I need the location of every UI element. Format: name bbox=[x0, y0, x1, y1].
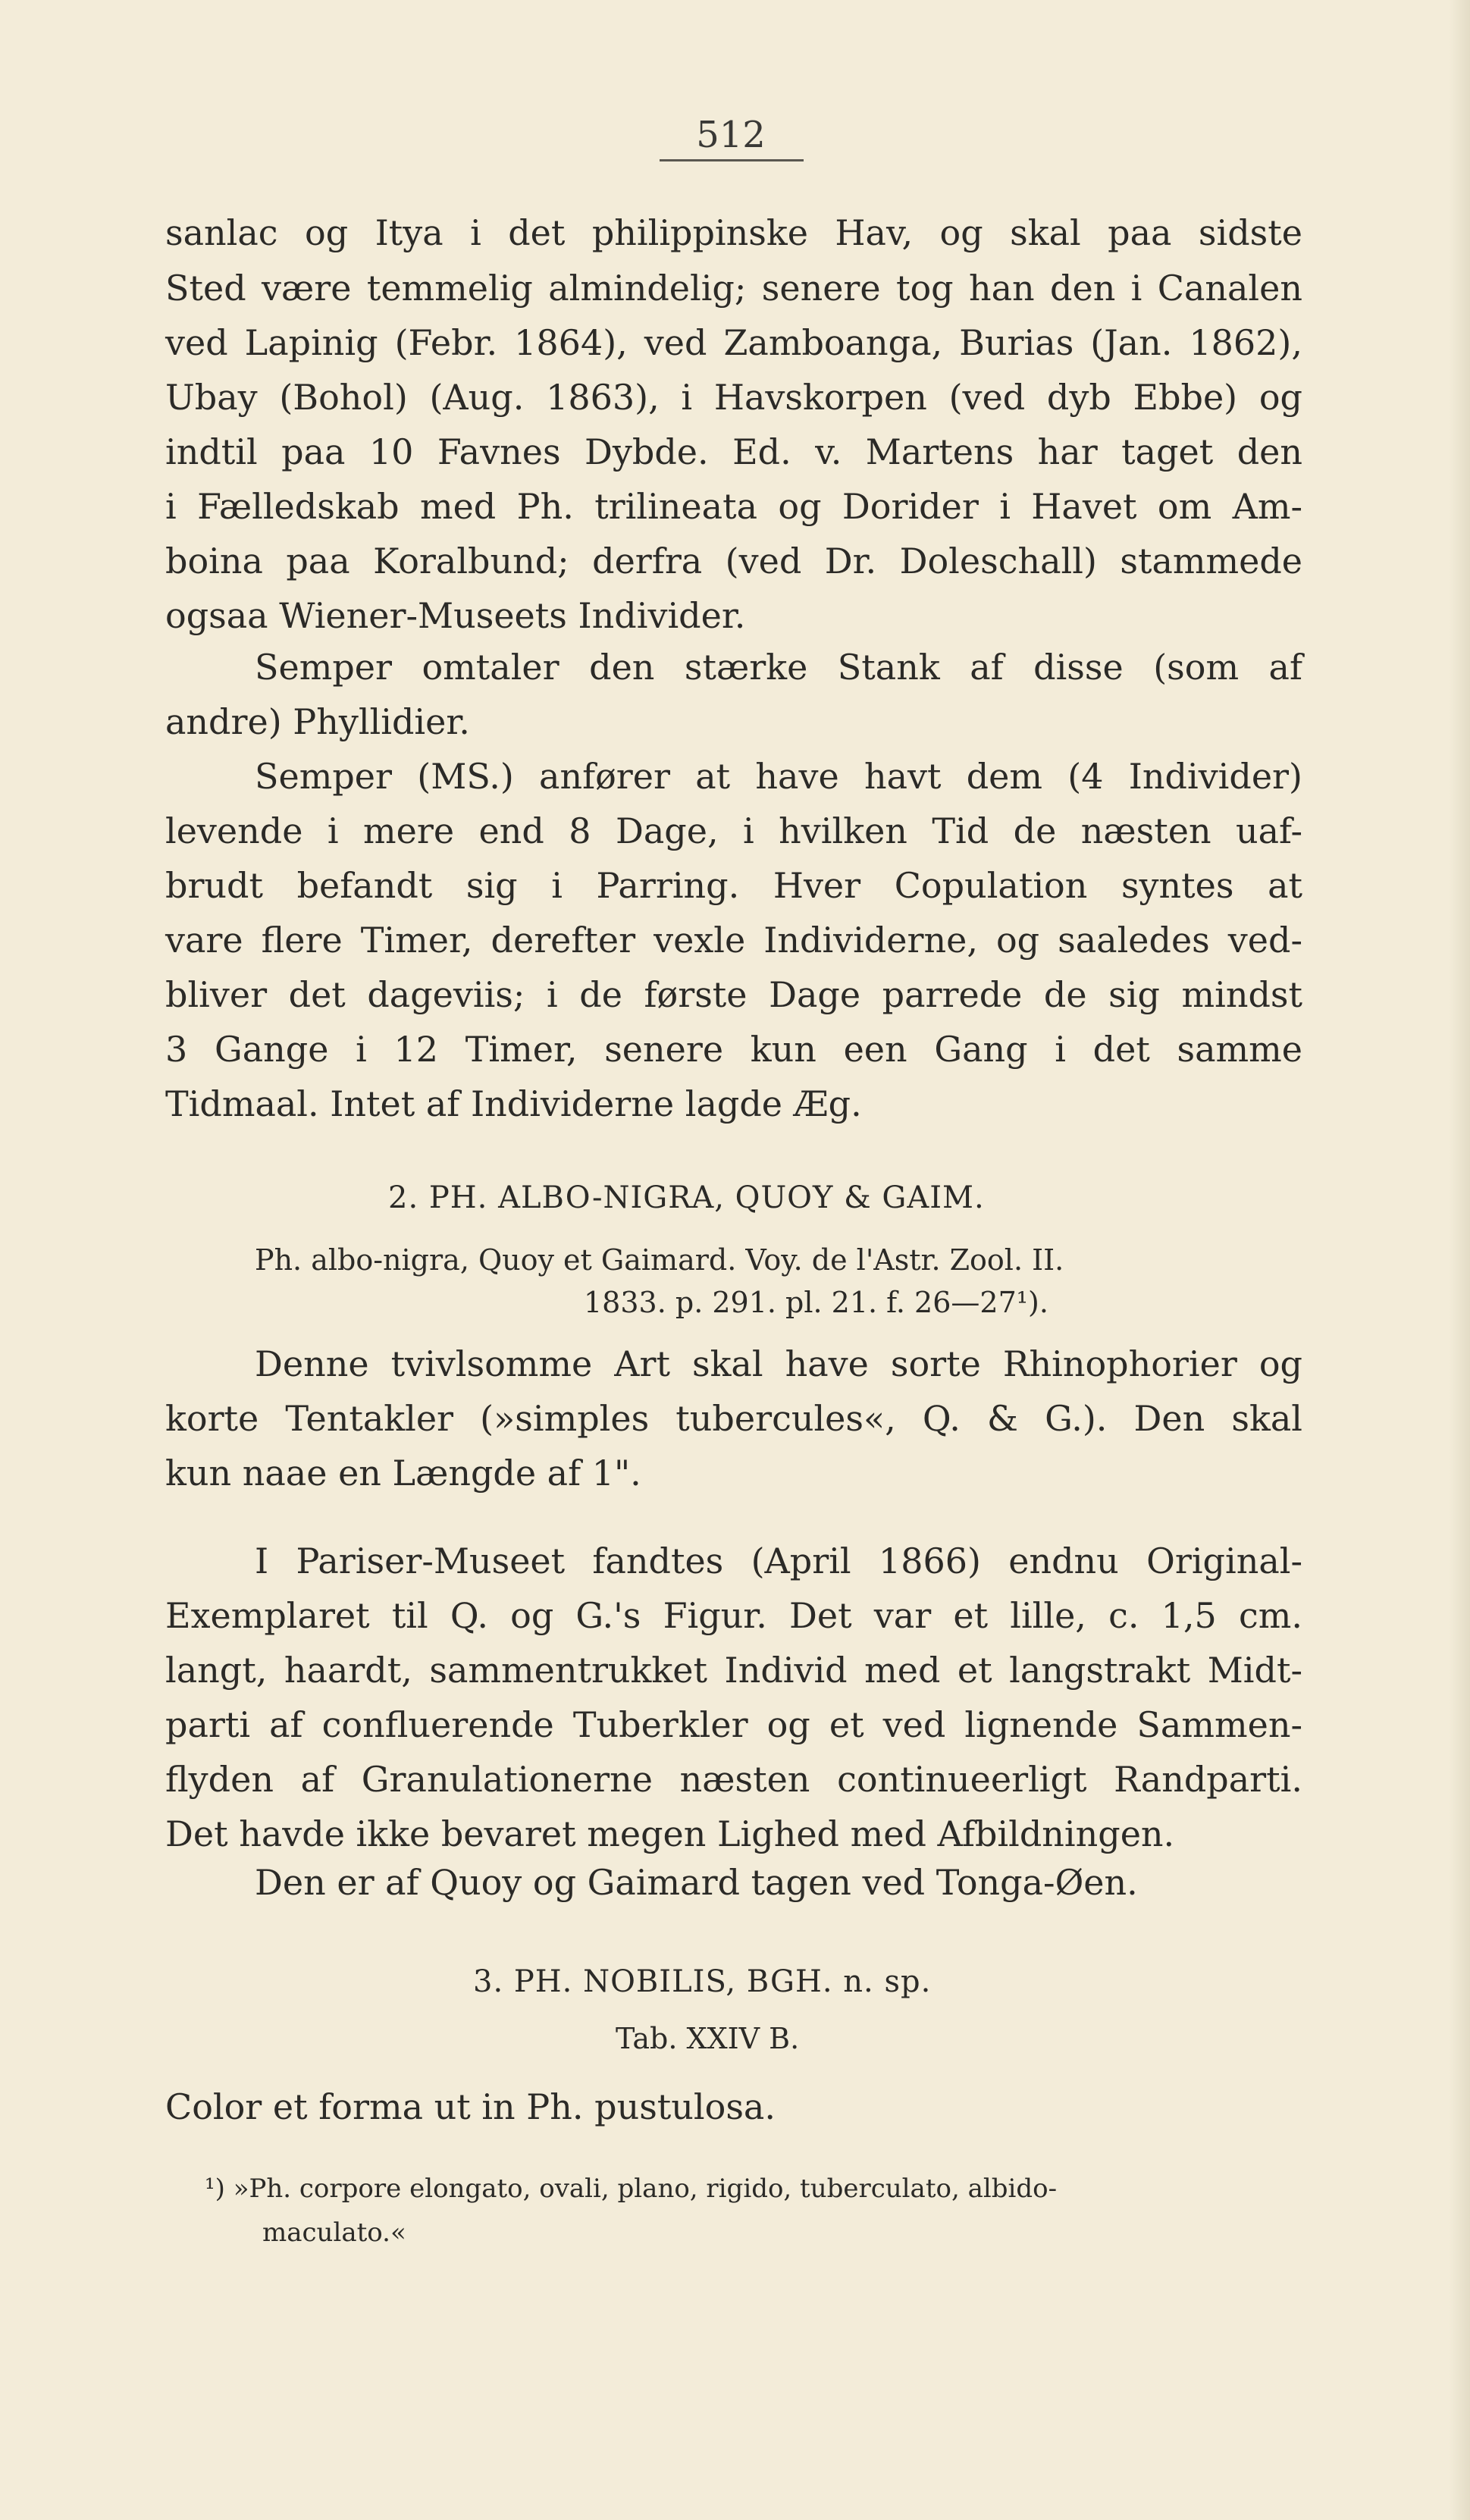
page-number-rule bbox=[660, 159, 804, 161]
footnote-line: maculato.« bbox=[262, 2218, 406, 2248]
text-line: flyden af Granulationerne næsten continueerligt Randparti. bbox=[165, 1759, 1302, 1800]
text-line: Ubay (Bohol) (Aug. 1863), i Havskorpen (ved dyb Ebbe) og bbox=[165, 377, 1302, 418]
text-line: Tidmaal. Intet af Individerne lagde Æg. bbox=[165, 1083, 862, 1124]
text-line: korte Tentakler (»simples tubercules«, Q. & G.). Den skal bbox=[165, 1398, 1302, 1439]
text-line: ogsaa Wiener-Museets Individer. bbox=[165, 595, 746, 636]
text-line: levende i mere end 8 Dage, i hvilken Tid de næsten uaf- bbox=[165, 810, 1302, 851]
text-line: bliver det dageviis; i de første Dage parrede de sig mindst bbox=[165, 974, 1302, 1015]
page-edge-shadow bbox=[1449, 0, 1470, 2520]
text-line: Den er af Quoy og Gaimard tagen ved Tonga-Øen. bbox=[255, 1862, 1138, 1903]
text-line: Semper (MS.) anfører at have havt dem (4 Individer) bbox=[255, 756, 1302, 797]
text-line: parti af confluerende Tuberkler og et ved lignende Sammen- bbox=[165, 1704, 1302, 1745]
text-line: brudt befandt sig i Parring. Hver Copulation syntes at bbox=[165, 865, 1302, 906]
page-number: 512 bbox=[696, 114, 766, 156]
text-line: I Pariser-Museet fandtes (April 1866) endnu Original- bbox=[255, 1541, 1302, 1581]
text-line: boina paa Koralbund; derfra (ved Dr. Doleschall) stammede bbox=[165, 541, 1302, 581]
plate-reference: Tab. XXIV B. bbox=[616, 2022, 800, 2055]
text-line: i Fælledskab med Ph. trilineata og Dorider i Havet om Am- bbox=[165, 486, 1302, 527]
text-line: kun naae en Længde af 1". bbox=[165, 1453, 641, 1494]
text-line: Exemplaret til Q. og G.'s Figur. Det var et lille, c. 1,5 cm. bbox=[165, 1595, 1302, 1636]
text-line: indtil paa 10 Favnes Dybde. Ed. v. Martens har taget den bbox=[165, 431, 1302, 472]
reference-line: 1833. p. 291. pl. 21. f. 26—27¹). bbox=[584, 1286, 1048, 1319]
text-line: 3 Gange i 12 Timer, senere kun een Gang i det samme bbox=[165, 1029, 1302, 1070]
text-line: Semper omtaler den stærke Stank af disse (som af bbox=[255, 647, 1302, 688]
text-line: andre) Phyllidier. bbox=[165, 701, 470, 742]
section-heading: 3. PH. NOBILIS, BGH. n. sp. bbox=[473, 1964, 932, 1999]
text-line: Sted være temmelig almindelig; senere tog han den i Canalen bbox=[165, 268, 1302, 309]
text-line: Denne tvivlsomme Art skal have sorte Rhinophorier og bbox=[255, 1343, 1302, 1384]
text-line: langt, haardt, sammentrukket Individ med et langstrakt Midt- bbox=[165, 1650, 1302, 1691]
footnote-line: ¹) »Ph. corpore elongato, ovali, plano, rigido, tuberculato, albido- bbox=[205, 2174, 1058, 2204]
text-line: sanlac og Itya i det philippinske Hav, og skal paa sidste bbox=[165, 212, 1302, 253]
text-line: Det havde ikke bevaret megen Lighed med Afbildningen. bbox=[165, 1813, 1175, 1854]
text-line: vare flere Timer, derefter vexle Individerne, og saaledes ved- bbox=[165, 920, 1302, 961]
text-line: Color et forma ut in Ph. pustulosa. bbox=[165, 2086, 776, 2127]
reference-line: Ph. albo-nigra, Quoy et Gaimard. Voy. de l'Astr. Zool. II. bbox=[255, 1243, 1064, 1277]
text-line: ved Lapinig (Febr. 1864), ved Zamboanga, Burias (Jan. 1862), bbox=[165, 322, 1302, 363]
section-heading: 2. PH. ALBO-NIGRA, QUOY & GAIM. bbox=[388, 1180, 985, 1215]
